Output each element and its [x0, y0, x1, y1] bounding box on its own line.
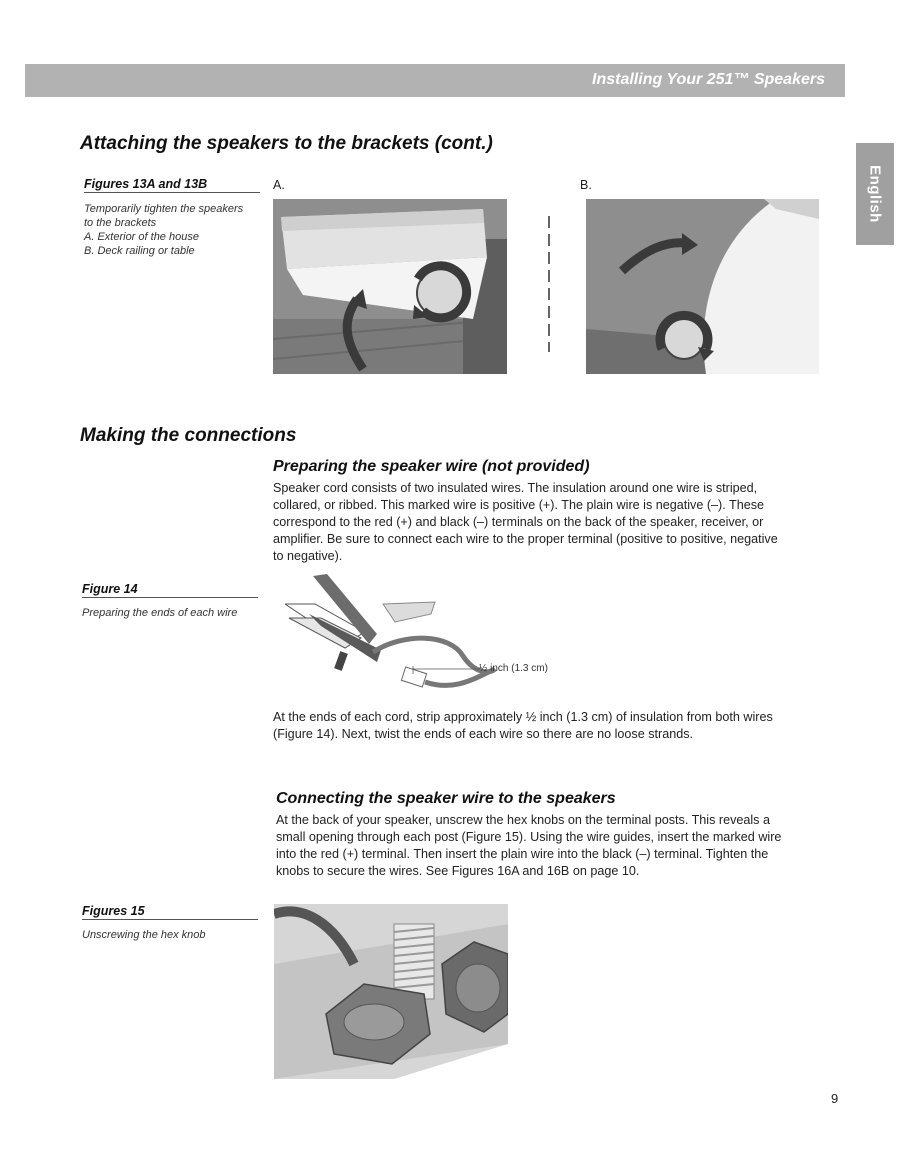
section-title-connections: Making the connections [80, 425, 297, 446]
section-title-brackets: Attaching the speakers to the brackets (cont.) [80, 133, 493, 154]
paragraph-line: amplifier. Be sure to connect each wire to the proper terminal (positive to positive, negative [273, 532, 778, 546]
caption-line: B. Deck railing or table [84, 245, 195, 257]
connecting-wire-paragraph [276, 812, 781, 880]
caption-line: Temporarily tighten the speakers [84, 203, 244, 215]
page-number: 9 [831, 1091, 839, 1106]
figure-14-illustration [285, 574, 565, 704]
figure-separator [547, 216, 551, 352]
paragraph-line: small opening through each post (Figure 15). Using the wire guides, insert the marked wire [276, 830, 782, 844]
paragraph-line: At the back of your speaker, unscrew the hex knobs on the terminal posts. This reveals a [276, 813, 770, 827]
language-tab-label: English [866, 165, 884, 223]
figure-13-label: Figures 13A and 13B [84, 177, 260, 193]
panel-a-label: A. [273, 178, 285, 192]
preparing-wire-title: Preparing the speaker wire (not provided) [273, 458, 590, 475]
language-tab [856, 143, 894, 245]
figure-13a-illustration [273, 199, 507, 374]
paragraph-line: correspond to the red (+) and black (–) terminals on the back of the speaker, receiver, or [273, 515, 764, 529]
paragraph-line: collared, or ribbed. This marked wire is positive (+). The plain wire is negative (–). These [273, 498, 765, 512]
preparing-wire-paragraph [273, 480, 778, 565]
header-title: Installing Your 251™ Speakers [592, 71, 825, 88]
figure-13b-illustration [586, 199, 819, 374]
paragraph-line: (Figure 14). Next, twist the ends of each wire so there are no loose strands. [273, 727, 693, 741]
caption-line: to the brackets [84, 217, 157, 229]
figure-14-label: Figure 14 [82, 582, 258, 598]
figure-15-label: Figures 15 [82, 904, 258, 920]
paragraph-line: At the ends of each cord, strip approximately ½ inch (1.3 cm) of insulation from both wires [273, 710, 773, 724]
header-band [25, 64, 845, 97]
caption-line: A. Exterior of the house [84, 231, 199, 243]
connecting-wire-title: Connecting the speaker wire to the speakers [276, 790, 616, 807]
figure-15-illustration [274, 904, 508, 1079]
strip-wire-paragraph [273, 709, 773, 743]
paragraph-line: into the red (+) terminal. Then insert the plain wire into the black (–) terminal. Tighten the [276, 847, 769, 861]
paragraph-line: knobs to secure the wires. See Figures 16A and 16B on page 10. [276, 864, 640, 878]
panel-b-label: B. [580, 178, 592, 192]
paragraph-line: Speaker cord consists of two insulated wires. The insulation around one wire is striped, [273, 481, 758, 495]
figure-14-measure-label: ½ inch (1.3 cm) [479, 663, 548, 674]
figure-15-caption: Unscrewing the hex knob [82, 929, 206, 941]
figure-13-caption [84, 202, 264, 258]
figure-14-caption: Preparing the ends of each wire [82, 607, 238, 619]
paragraph-line: to negative). [273, 549, 343, 563]
